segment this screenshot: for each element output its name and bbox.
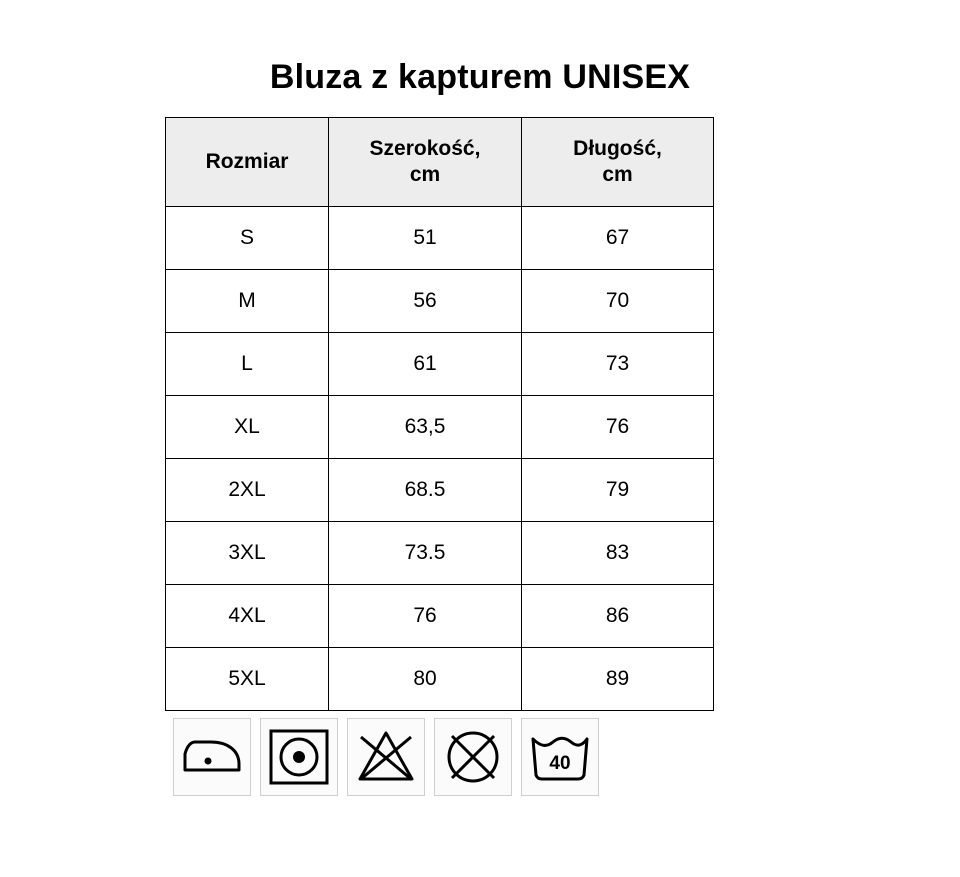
cell-size: 3XL	[166, 522, 329, 585]
cell-length: 86	[522, 585, 714, 648]
page-title: Bluza z kapturem UNISEX	[269, 58, 691, 96]
table-row	[166, 270, 714, 333]
cell-length: 67	[522, 207, 714, 270]
do-not-bleach-icon	[347, 718, 425, 796]
column-header-length	[522, 118, 714, 207]
table-row	[166, 648, 714, 711]
column-header-size	[166, 118, 329, 207]
cell-width: 51	[329, 207, 522, 270]
cell-length: 83	[522, 522, 714, 585]
cell-length: 79	[522, 459, 714, 522]
care-symbols-row	[173, 718, 599, 796]
table-row	[166, 333, 714, 396]
column-header-length-line1: Długość,	[573, 136, 662, 160]
column-header-size-line1: Rozmiar	[205, 149, 289, 173]
cell-length: 76	[522, 396, 714, 459]
size-table-head	[166, 118, 714, 207]
cell-width: 76	[329, 585, 522, 648]
table-row	[166, 207, 714, 270]
table-row	[166, 585, 714, 648]
table-row	[166, 396, 714, 459]
cell-length: 89	[522, 648, 714, 711]
cell-length: 70	[522, 270, 714, 333]
cell-size: 2XL	[166, 459, 329, 522]
cell-length: 73	[522, 333, 714, 396]
cell-size: 5XL	[166, 648, 329, 711]
table-row	[166, 459, 714, 522]
cell-width: 63,5	[329, 396, 522, 459]
cell-size: XL	[166, 396, 329, 459]
do-not-dry-clean-icon	[434, 718, 512, 796]
size-table	[165, 117, 714, 711]
table-header-row	[166, 118, 714, 207]
column-header-width	[329, 118, 522, 207]
cell-width: 73.5	[329, 522, 522, 585]
wash-temperature-label: 40	[549, 753, 571, 774]
size-table-body	[166, 207, 714, 711]
cell-width: 80	[329, 648, 522, 711]
column-header-length-line2: cm	[602, 163, 633, 186]
table-row	[166, 522, 714, 585]
cell-size: S	[166, 207, 329, 270]
cell-size: M	[166, 270, 329, 333]
cell-size: 4XL	[166, 585, 329, 648]
cell-width: 56	[329, 270, 522, 333]
column-header-width-line1: Szerokość,	[369, 136, 481, 160]
column-header-width-line2: cm	[409, 163, 441, 186]
tumble-dry-normal-icon	[260, 718, 338, 796]
iron-low-heat-icon	[173, 718, 251, 796]
cell-size: L	[166, 333, 329, 396]
cell-width: 61	[329, 333, 522, 396]
wash-40-icon	[521, 718, 599, 796]
cell-width: 68.5	[329, 459, 522, 522]
